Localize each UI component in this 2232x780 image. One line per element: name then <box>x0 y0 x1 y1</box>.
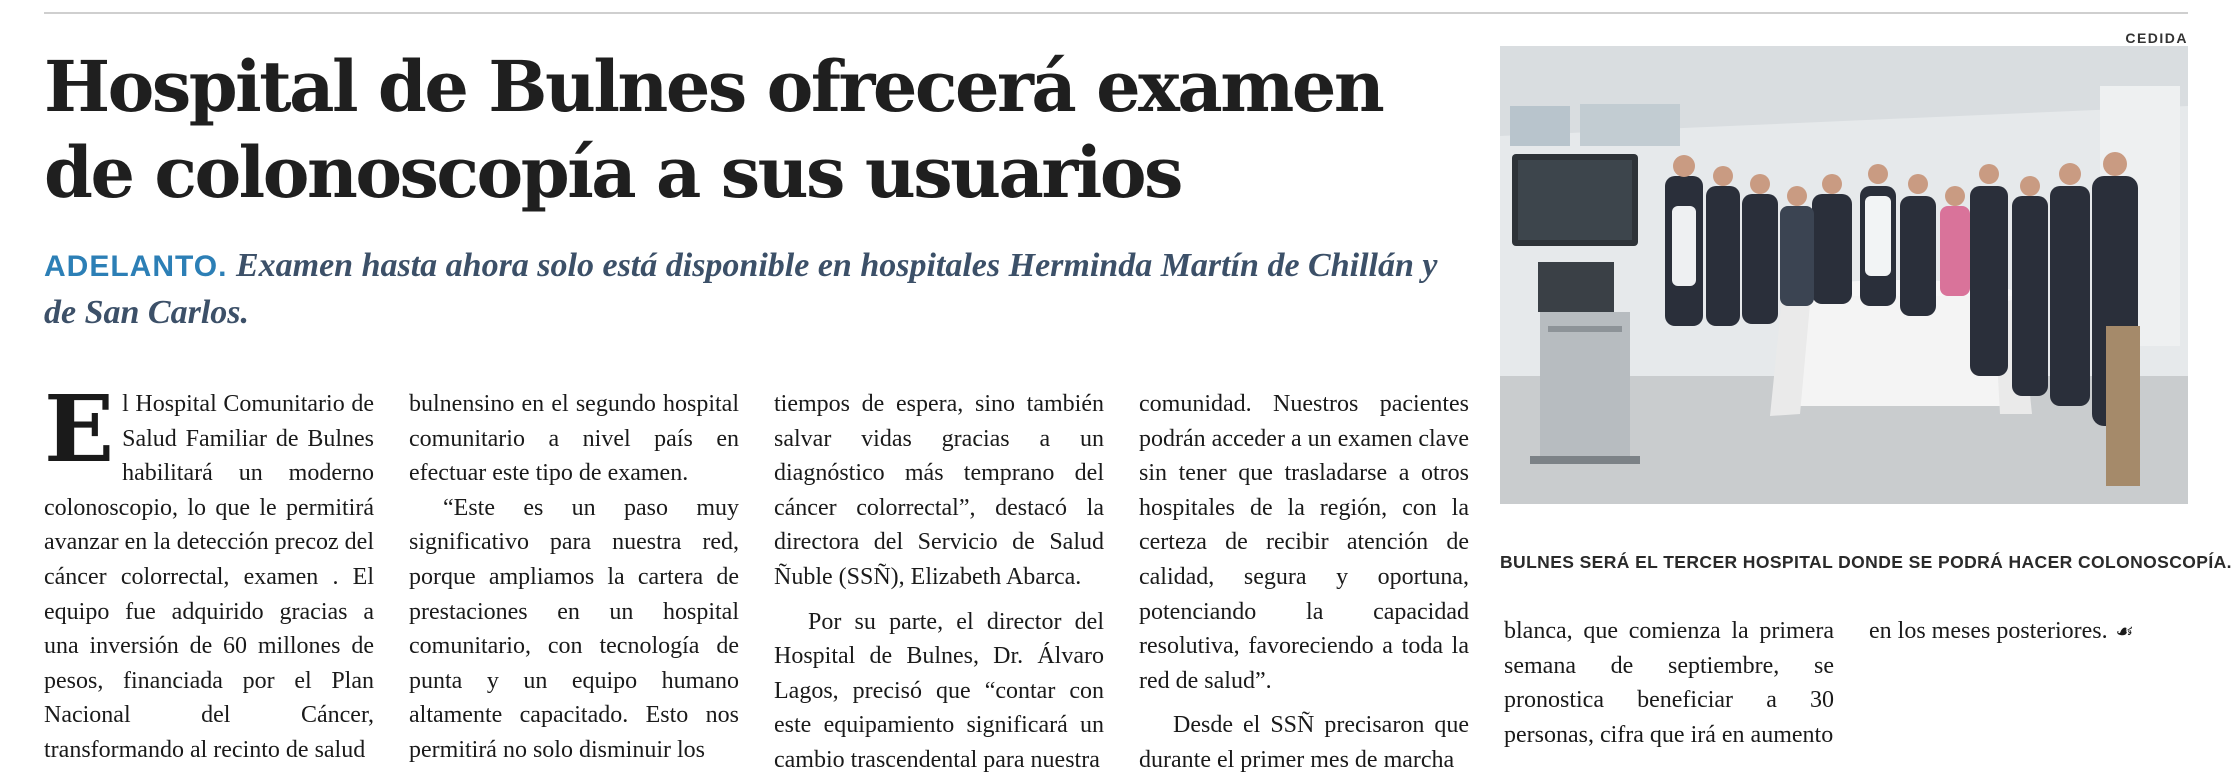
body-column-6 <box>1869 614 2199 649</box>
deck-text: Examen hasta ahora solo está disponible en hospitales Herminda Martín de Chillán y de San Carlos. <box>44 247 1438 331</box>
body-paragraph: en los meses posteriores. ☙ <box>1869 618 2132 644</box>
article-photo <box>1500 46 2188 504</box>
body-column-1 <box>44 375 374 768</box>
body-paragraph-1-text: l Hospital Comunitario de Salud Familiar de Bulnes habilitará un moderno colonoscopio, lo que le permitirá avanzar en la detección precoz del cáncer colorrectal, examen . El equipo fue adquirido gracias a una inversión de 60 millones de pesos, financiada por el Plan Nacional del Cáncer, transformando al recinto de salud <box>44 391 374 763</box>
body-paragraph: bulnensino en el segundo hospital comunitario a nivel país en efectuar este tipo de examen. <box>409 391 739 487</box>
kicker: ADELANTO. <box>44 250 228 283</box>
photo-caption: BULNES SERÁ EL TERCER HOSPITAL DONDE SE PODRÁ HACER COLONOSCOPÍA. <box>1500 552 2232 572</box>
body-paragraph: Por su parte, el director del Hospital de Bulnes, Dr. Álvaro Lagos, precisó que “contar con este equipamiento significará un cambio trascendental para nuestra <box>774 608 1104 773</box>
body-paragraph: tiempos de espera, sino también salvar vidas gracias a un diagnóstico más temprano del cáncer colorrectal”, destacó la directora del Servicio de Salud Ñuble (SSÑ), Elizabeth Abarca. <box>774 391 1104 590</box>
body-paragraph-1 <box>44 375 374 768</box>
headline-line-1: Hospital de Bulnes ofrecerá examen <box>44 45 1383 128</box>
body-column-5 <box>1504 614 1834 752</box>
body-paragraph: Desde el SSÑ precisaron que durante el primer mes de marcha <box>1139 712 1469 773</box>
headline <box>44 44 1464 216</box>
body-paragraph: “Este es un paso muy significativo para nuestra red, porque ampliamos la cartera de prestaciones en un hospital comunitario, con tecnología de punta y un equipo humano altamente capacitado. Esto nos permitirá no solo disminuir los <box>409 494 739 763</box>
end-of-article-mark: ☙ <box>2107 619 2132 643</box>
top-rule <box>44 12 2188 14</box>
hospital-team-photo <box>1500 46 2188 504</box>
photo-credit: CEDIDA <box>2125 30 2188 46</box>
drop-cap: E <box>44 375 115 483</box>
deck <box>44 243 1464 336</box>
headline-line-2: de colonoscopía a sus usuarios <box>44 131 1181 214</box>
body-column-3 <box>774 387 1104 778</box>
body-paragraph: blanca, que comienza la primera semana de septiembre, se pronostica beneficiar a 30 personas, cifra que irá en aumento <box>1504 618 1834 748</box>
body-paragraph: comunidad. Nuestros pacientes podrán acceder a un examen clave sin tener que trasladarse a otros hospitales de la región, con la certeza de recibir atención de calidad, segura y oportuna, potenciando la capacidad resolutiva, favoreciendo a toda la red de salud”. <box>1139 391 1469 694</box>
body-column-2 <box>409 387 739 768</box>
body-column-4 <box>1139 387 1469 778</box>
